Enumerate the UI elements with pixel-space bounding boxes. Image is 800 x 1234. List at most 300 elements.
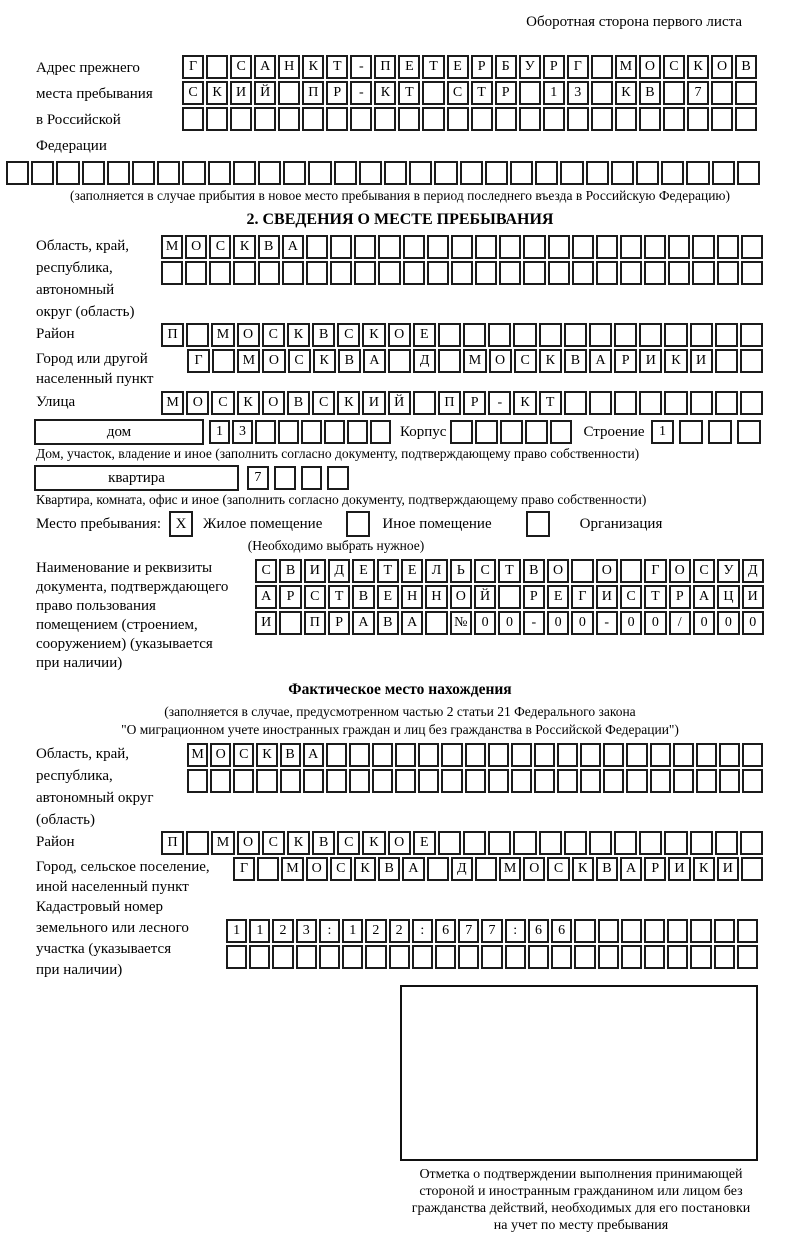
char-cell: О xyxy=(547,559,569,583)
char-cell: С xyxy=(233,743,254,767)
char-cell: С xyxy=(182,81,204,105)
char-cell xyxy=(715,831,738,855)
char-cell xyxy=(161,261,183,285)
char-cell xyxy=(639,323,662,347)
char-cell: Р xyxy=(644,857,666,881)
char-cell: А xyxy=(303,743,324,767)
char-cell: 1 xyxy=(226,919,247,943)
char-cell: О xyxy=(711,55,733,79)
char-cell: Й xyxy=(474,585,496,609)
char-cell xyxy=(636,161,659,185)
char-cell xyxy=(185,261,207,285)
char-cell: 7 xyxy=(458,919,479,943)
city-block xyxy=(6,349,794,389)
char-cell xyxy=(326,769,347,793)
char-cell xyxy=(278,107,300,131)
char-cell xyxy=(741,857,763,881)
cadastral-row-2 xyxy=(226,945,758,969)
char-cell: И xyxy=(639,349,662,373)
char-cell xyxy=(427,261,449,285)
char-cell: - xyxy=(350,55,372,79)
char-cell xyxy=(206,107,228,131)
char-cell xyxy=(475,261,497,285)
char-cell: Н xyxy=(278,55,300,79)
char-cell: Ь xyxy=(450,559,472,583)
char-cell: Р xyxy=(543,55,565,79)
region-label: Область, край, республика, автономный округ (область) xyxy=(36,238,135,320)
char-cell xyxy=(330,261,352,285)
char-cell: М xyxy=(161,391,184,415)
street-label: Улица xyxy=(36,394,76,410)
char-cell: № xyxy=(450,611,472,635)
document-label: Наименование и реквизиты документа, подтверждающего право пользования помещением (строением, сооружением) (указывается при наличии) xyxy=(36,560,229,671)
char-cell xyxy=(279,611,301,635)
char-cell xyxy=(481,945,502,969)
char-cell xyxy=(650,743,671,767)
char-cell xyxy=(283,161,306,185)
char-cell: С xyxy=(209,235,231,259)
char-cell xyxy=(186,323,209,347)
char-cell xyxy=(534,743,555,767)
actual-city-label: Город, сельское поселение, иной населенный пункт xyxy=(36,859,210,895)
char-cell xyxy=(742,769,763,793)
char-cell xyxy=(132,161,155,185)
char-cell: П xyxy=(161,323,184,347)
char-cell xyxy=(403,261,425,285)
char-cell: Г xyxy=(567,55,589,79)
char-cell xyxy=(572,235,594,259)
char-cell: К xyxy=(513,391,536,415)
char-cell xyxy=(209,261,231,285)
char-cell xyxy=(488,743,509,767)
char-cell xyxy=(475,857,497,881)
char-cell xyxy=(644,919,665,943)
actual-location-title: Фактическое место нахождения xyxy=(288,681,512,698)
char-cell: И xyxy=(690,349,713,373)
actual-district-block xyxy=(6,831,794,857)
char-cell xyxy=(614,831,637,855)
char-cell xyxy=(539,831,562,855)
actual-region-block xyxy=(6,743,794,831)
char-cell xyxy=(711,107,733,131)
apartment-word-box: квартира xyxy=(34,465,239,491)
char-cell xyxy=(510,161,533,185)
char-cell xyxy=(302,107,324,131)
cadastral-row-1 xyxy=(226,919,758,943)
char-cell: О xyxy=(388,323,411,347)
char-cell: - xyxy=(523,611,545,635)
char-cell: 6 xyxy=(528,919,549,943)
char-cell xyxy=(560,161,583,185)
char-cell: П xyxy=(302,81,324,105)
char-cell xyxy=(534,769,555,793)
char-cell: : xyxy=(319,919,340,943)
char-cell xyxy=(326,107,348,131)
char-cell xyxy=(418,743,439,767)
char-cell: К xyxy=(287,323,310,347)
char-cell: Е xyxy=(447,55,469,79)
char-cell xyxy=(519,81,541,105)
char-cell: М xyxy=(237,349,260,373)
char-cell: С xyxy=(337,323,360,347)
stay-place-option-organization-label: Организация xyxy=(579,515,663,532)
stroenie-label: Строение xyxy=(583,423,645,440)
char-cell xyxy=(438,831,461,855)
char-cell xyxy=(620,235,642,259)
char-cell xyxy=(673,769,694,793)
char-cell: 2 xyxy=(389,919,410,943)
char-cell xyxy=(82,161,105,185)
char-cell xyxy=(447,107,469,131)
char-cell: И xyxy=(742,585,764,609)
house-word-box: дом xyxy=(34,419,204,445)
char-cell: О xyxy=(185,235,207,259)
char-cell xyxy=(500,420,523,444)
char-cell xyxy=(327,466,349,490)
char-cell xyxy=(690,391,713,415)
prev-address-label: Адрес прежнего места пребывания в Российской Федерации xyxy=(36,60,153,154)
region-block xyxy=(6,235,794,323)
actual-region-row-2 xyxy=(187,769,763,793)
char-cell: 0 xyxy=(498,611,520,635)
char-cell xyxy=(186,831,209,855)
char-cell xyxy=(528,945,549,969)
char-cell xyxy=(737,945,758,969)
char-cell: О xyxy=(450,585,472,609)
char-cell xyxy=(296,945,317,969)
char-cell xyxy=(715,323,738,347)
char-cell: М xyxy=(211,323,234,347)
char-cell: 3 xyxy=(567,81,589,105)
char-cell: Р xyxy=(669,585,691,609)
prev-address-block xyxy=(6,55,794,159)
char-cell: С xyxy=(330,857,352,881)
char-cell xyxy=(450,420,473,444)
char-cell xyxy=(301,420,322,444)
char-cell: О xyxy=(669,559,691,583)
char-cell: 0 xyxy=(742,611,764,635)
char-cell: : xyxy=(412,919,433,943)
char-cell: 0 xyxy=(571,611,593,635)
char-cell xyxy=(598,945,619,969)
char-cell: А xyxy=(401,611,423,635)
char-cell: 6 xyxy=(435,919,456,943)
char-cell xyxy=(687,107,709,131)
char-cell: В xyxy=(312,831,335,855)
char-cell: Й xyxy=(254,81,276,105)
char-cell: М xyxy=(499,857,521,881)
char-cell: 0 xyxy=(620,611,642,635)
char-cell xyxy=(591,55,613,79)
char-cell: А xyxy=(254,55,276,79)
char-cell xyxy=(717,235,739,259)
char-cell xyxy=(422,81,444,105)
char-cell: Т xyxy=(644,585,666,609)
char-cell: В xyxy=(377,611,399,635)
stay-place-checkbox-organization xyxy=(526,511,550,537)
char-cell xyxy=(403,235,425,259)
char-cell: К xyxy=(287,831,310,855)
char-cell xyxy=(690,323,713,347)
char-cell: 7 xyxy=(481,919,502,943)
char-cell xyxy=(548,261,570,285)
char-cell: О xyxy=(186,391,209,415)
char-cell xyxy=(737,919,758,943)
actual-location-note-1: (заполняется в случае, предусмотренном частью 2 статьи 21 Федерального закона xyxy=(164,704,636,719)
char-cell: Р xyxy=(614,349,637,373)
region-row-2 xyxy=(161,261,763,285)
char-cell xyxy=(511,743,532,767)
char-cell: В xyxy=(352,585,374,609)
char-cell xyxy=(495,107,517,131)
char-cell xyxy=(614,323,637,347)
char-cell: С xyxy=(262,323,285,347)
char-cell: В xyxy=(279,559,301,583)
char-cell: 1 xyxy=(209,420,230,444)
char-cell: Г xyxy=(187,349,210,373)
cadastral-block xyxy=(6,897,794,981)
char-cell: Е xyxy=(398,55,420,79)
char-cell xyxy=(615,107,637,131)
char-cell: 1 xyxy=(249,919,270,943)
char-cell: И xyxy=(230,81,252,105)
char-cell: Б xyxy=(495,55,517,79)
stay-place-label: Место пребывания: xyxy=(36,515,161,532)
street-block xyxy=(6,391,794,417)
prev-address-row-4 xyxy=(6,161,760,185)
char-cell: К xyxy=(664,349,687,373)
char-cell xyxy=(254,107,276,131)
char-cell xyxy=(107,161,130,185)
char-cell: О xyxy=(306,857,328,881)
char-cell xyxy=(413,391,436,415)
char-cell xyxy=(485,161,508,185)
char-cell: Р xyxy=(328,611,350,635)
char-cell: 0 xyxy=(693,611,715,635)
char-cell xyxy=(692,261,714,285)
char-cell: Г xyxy=(233,857,255,881)
char-cell: А xyxy=(402,857,424,881)
char-cell xyxy=(740,391,763,415)
char-cell: О xyxy=(210,743,231,767)
stay-place-checkbox-other-premise xyxy=(346,511,370,537)
char-cell: П xyxy=(374,55,396,79)
char-cell xyxy=(644,945,665,969)
char-cell: Е xyxy=(401,559,423,583)
char-cell: А xyxy=(255,585,277,609)
prev-address-row-1 xyxy=(182,55,757,79)
char-cell: - xyxy=(350,81,372,105)
char-cell: 0 xyxy=(644,611,666,635)
char-cell xyxy=(438,349,461,373)
stay-place-option-other-premise-label: Иное помещение xyxy=(382,515,492,532)
char-cell xyxy=(330,235,352,259)
char-cell xyxy=(513,831,536,855)
char-cell xyxy=(226,945,247,969)
char-cell: С xyxy=(262,831,285,855)
char-cell: Т xyxy=(498,559,520,583)
prev-address-row-2 xyxy=(182,81,757,105)
char-cell: К xyxy=(337,391,360,415)
char-cell xyxy=(571,559,593,583)
region-row-1 xyxy=(161,235,763,259)
char-cell: И xyxy=(596,585,618,609)
char-cell xyxy=(256,769,277,793)
char-cell xyxy=(740,831,763,855)
char-cell xyxy=(6,161,29,185)
char-cell xyxy=(212,349,235,373)
char-cell xyxy=(586,161,609,185)
char-cell xyxy=(535,161,558,185)
char-cell xyxy=(349,769,370,793)
char-cell: Г xyxy=(182,55,204,79)
char-cell xyxy=(398,107,420,131)
char-cell: С xyxy=(474,559,496,583)
char-cell: С xyxy=(211,391,234,415)
char-cell xyxy=(409,161,432,185)
char-cell xyxy=(274,466,296,490)
char-cell xyxy=(282,261,304,285)
char-cell xyxy=(719,743,740,767)
char-cell xyxy=(548,235,570,259)
korpus-cells xyxy=(450,420,572,444)
char-cell: У xyxy=(717,559,739,583)
apartment-note: Квартира, комната, офис и иное (заполнить согласно документу, подтверждающему право собственности) xyxy=(36,492,647,507)
char-cell xyxy=(306,235,328,259)
char-cell xyxy=(182,107,204,131)
char-cell xyxy=(258,261,280,285)
actual-location-note-2: "О миграционном учете иностранных граждан и лиц без гражданства в Российской Федерации") xyxy=(121,722,679,737)
char-cell: А xyxy=(620,857,642,881)
char-cell xyxy=(591,81,613,105)
document-row-1 xyxy=(255,559,764,583)
char-cell xyxy=(564,323,587,347)
char-cell: С xyxy=(693,559,715,583)
char-cell xyxy=(208,161,231,185)
char-cell: : xyxy=(505,919,526,943)
prev-address-row-3 xyxy=(182,107,757,131)
char-cell xyxy=(475,235,497,259)
char-cell: К xyxy=(206,81,228,105)
char-cell: О xyxy=(237,323,260,347)
char-cell xyxy=(603,743,624,767)
char-cell xyxy=(668,235,690,259)
char-cell xyxy=(711,81,733,105)
char-cell: П xyxy=(304,611,326,635)
street-row xyxy=(161,391,763,415)
char-cell xyxy=(539,323,562,347)
char-cell xyxy=(471,107,493,131)
char-cell: М xyxy=(187,743,208,767)
char-cell: П xyxy=(161,831,184,855)
char-cell: О xyxy=(262,391,285,415)
char-cell: Т xyxy=(398,81,420,105)
char-cell xyxy=(395,743,416,767)
char-cell xyxy=(740,323,763,347)
char-cell: С xyxy=(312,391,335,415)
char-cell xyxy=(525,420,548,444)
char-cell xyxy=(395,769,416,793)
prev-address-note: (заполняется в случае прибытия в новое место пребывания в период последнего въезда в Российскую Федерацию) xyxy=(69,188,731,203)
char-cell xyxy=(664,323,687,347)
char-cell xyxy=(233,261,255,285)
cadastral-label: Кадастровый номер земельного или лесного участка (указывается при наличии) xyxy=(36,899,189,978)
char-cell xyxy=(427,857,449,881)
char-cell xyxy=(639,107,661,131)
char-cell: К xyxy=(256,743,277,767)
actual-city-block xyxy=(6,857,794,897)
char-cell xyxy=(511,769,532,793)
actual-region-row-1 xyxy=(187,743,763,767)
char-cell: Н xyxy=(425,585,447,609)
char-cell xyxy=(564,391,587,415)
char-cell: Л xyxy=(425,559,447,583)
char-cell: В xyxy=(338,349,361,373)
char-cell xyxy=(551,945,572,969)
actual-city-row xyxy=(233,857,763,881)
char-cell xyxy=(621,945,642,969)
char-cell xyxy=(306,261,328,285)
char-cell xyxy=(460,161,483,185)
char-cell xyxy=(715,349,738,373)
char-cell xyxy=(249,945,270,969)
char-cell xyxy=(303,769,324,793)
char-cell xyxy=(372,743,393,767)
char-cell xyxy=(663,107,685,131)
char-cell xyxy=(350,107,372,131)
char-cell: - xyxy=(488,391,511,415)
char-cell: Д xyxy=(413,349,436,373)
char-cell: 0 xyxy=(717,611,739,635)
char-cell xyxy=(591,107,613,131)
char-cell xyxy=(690,919,711,943)
char-cell xyxy=(359,161,382,185)
char-cell: А xyxy=(693,585,715,609)
char-cell: А xyxy=(363,349,386,373)
char-cell xyxy=(182,161,205,185)
char-cell: 1 xyxy=(342,919,363,943)
char-cell: - xyxy=(596,611,618,635)
char-cell: Е xyxy=(352,559,374,583)
char-cell: Т xyxy=(539,391,562,415)
char-cell xyxy=(596,235,618,259)
char-cell: 0 xyxy=(474,611,496,635)
char-cell xyxy=(465,743,486,767)
char-cell xyxy=(463,831,486,855)
char-cell: Д xyxy=(451,857,473,881)
char-cell xyxy=(233,769,254,793)
char-cell xyxy=(233,161,256,185)
char-cell xyxy=(422,107,444,131)
char-cell xyxy=(435,945,456,969)
char-cell: 1 xyxy=(543,81,565,105)
char-cell xyxy=(463,323,486,347)
char-cell: Р xyxy=(523,585,545,609)
char-cell: С xyxy=(514,349,537,373)
char-cell: М xyxy=(615,55,637,79)
char-cell xyxy=(258,161,281,185)
char-cell: В xyxy=(312,323,335,347)
char-cell: И xyxy=(668,857,690,881)
char-cell: А xyxy=(282,235,304,259)
char-cell xyxy=(580,769,601,793)
char-cell xyxy=(354,261,376,285)
char-cell: С xyxy=(304,585,326,609)
char-cell: 2 xyxy=(272,919,293,943)
char-cell xyxy=(372,769,393,793)
house-number-cells xyxy=(209,420,391,444)
char-cell: О xyxy=(596,559,618,583)
